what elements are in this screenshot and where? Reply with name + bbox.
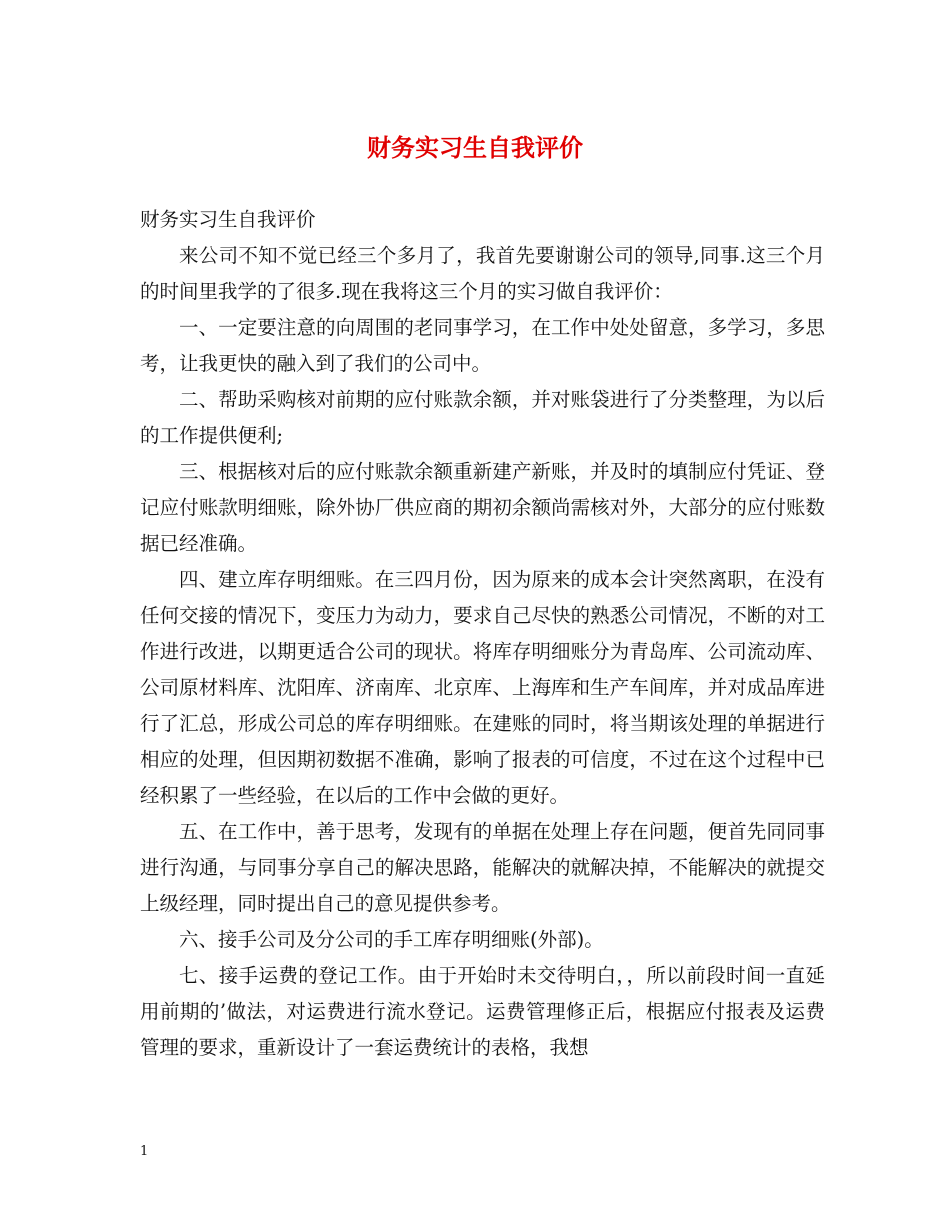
page-title: 财务实习生自我评价 (367, 133, 583, 162)
paragraph-intro: 来公司不知不觉已经三个多月了，我首先要谢谢公司的领导,同事.这三个月的时间里我学的了很多.现在我将这三个月的实习做自我评价： (140, 244, 825, 303)
paragraph-item-7: 七、接手运费的登记工作。由于开始时未交待明白，，所以前段时间一直延用前期的’做法，对运费进行流水登记。运费管理修正后，根据应付报表及运费管理的要求，重新设计了一套运费统计的表格，我想 (140, 964, 825, 1059)
paragraph-item-2: 二、帮助采购核对前期的应付账款余额，并对账袋进行了分类整理，为以后的工作提供便利; (140, 388, 825, 447)
paragraph-item-5: 五、在工作中，善于思考，发现有的单据在处理上存在问题，便首先同同事进行沟通，与同事分享自己的解决思路，能解决的就解决掉，不能解决的就提交上级经理，同时提出自己的意见提供参考。 (140, 820, 825, 915)
document-heading: 财务实习生自我评价 (140, 208, 316, 231)
paragraph-item-1: 一、一定要注意的向周围的老同事学习，在工作中处处留意，多学习，多思考，让我更快的融入到了我们的公司中。 (140, 316, 825, 375)
paragraph-item-6: 六、接手公司及分公司的手工库存明细账(外部)。 (179, 928, 604, 951)
paragraph-item-4: 四、建立库存明细账。在三四月份，因为原来的成本会计突然离职，在没有任何交接的情况下，变压力为动力，要求自己尽快的熟悉公司情况，不断的对工作进行改进，以期更适合公司的现状。将库存明细账分为青岛库、公司流动库、公司原材料库、沈阳库、济南库、北京库、上海库和生产车间库，并对成品库进行了汇总，形成公司总的库存明细账。在建账的同时，将当期该处理的单据进行相应的处理，但因期初数据不准确，影响了报表的可信度，不过在这个过程中已经积累了一些经验，在以后的工作中会做的更好。 (140, 568, 825, 807)
document-body (140, 202, 825, 1066)
page-number: 1 (140, 1144, 149, 1159)
paragraph-item-3: 三、根据核对后的应付账款余额重新建产新账，并及时的填制应付凭证、登记应付账款明细账，除外协厂供应商的期初余额尚需核对外，大部分的应付账数据已经准确。 (140, 460, 825, 555)
